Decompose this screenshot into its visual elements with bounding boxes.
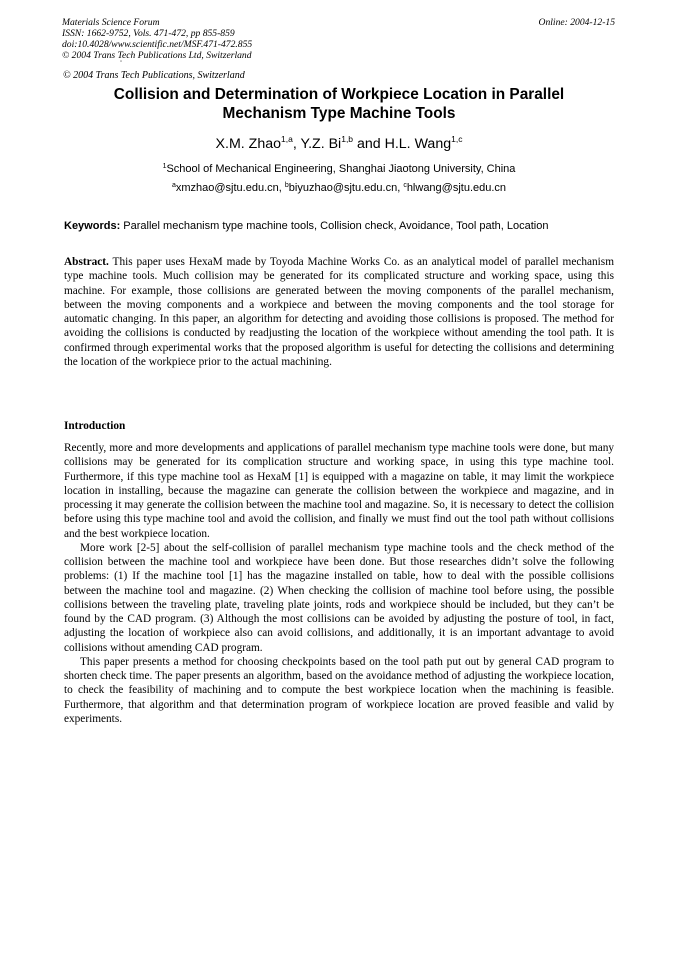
- author-list: [0, 135, 678, 153]
- paragraph: Recently, more and more developments and applications of parallel mechanism type machine tools were done, but many collisions may be generated for its complication structure and working space, in using this type machine tool. Furthermore, if this type machine tool as HexaM [1] is equipped with a magazine on table, it may limit the workpiece location in installing, because the magazine can generate the collision between the workpiece and magazine, and in processing it may generate the collision between the machine tool and magazine. So, it is necessary to detect the collision before using this type machine tool and avoid the collision, and finally we must find out the tool path without collisions and the best workpiece location.: [64, 442, 614, 540]
- header-tick-mark: ˇ: [120, 61, 122, 67]
- author-separator: ,: [292, 136, 301, 152]
- author-1: X.M. Zhao: [215, 136, 281, 152]
- email-a-mark: a: [171, 182, 176, 189]
- email-b-mark: b: [284, 182, 289, 189]
- journal-name: Materials Science Forum: [62, 17, 160, 28]
- keywords: [64, 219, 616, 233]
- author-2: Y.Z. Bi: [300, 136, 342, 152]
- affiliation: [0, 162, 678, 176]
- email-b[interactable]: biyuzhao@sjtu.edu.cn: [288, 182, 398, 194]
- section-heading-introduction: Introduction: [64, 420, 126, 432]
- email-a[interactable]: xmzhao@sjtu.edu.cn: [175, 182, 279, 194]
- author-3-affil: 1,c: [451, 134, 463, 144]
- doi-line: doi:10.4028/www.scientific.net/MSF.471-472.855: [62, 39, 253, 50]
- email-separator: ,: [278, 182, 285, 194]
- author-3: H.L. Wang: [384, 136, 452, 152]
- abstract-text: This paper uses HexaM made by Toyoda Machine Works Co. as an analytical model of parallel mechanism type machine tools. Much collision may be generated for its complicated structure and working space, using this machine. For example, those collisions are generated between the moving components of the parallel mechanism, between the moving components and a workpiece and between the moving components and the tool storage for automatic changing. In this paper, an algorithm for detecting and avoiding those collisions is proposed. The method for avoiding the collisions is conducted by readjusting the location of the workpiece without amending the tool path. It is confirmed through experimental works that the proposed algorithm is useful for detecting the collisions and determining the location of the workpiece prior to the actual machining.: [64, 256, 614, 368]
- paper-title-line-2: Mechanism Type Machine Tools: [222, 105, 456, 122]
- email-c[interactable]: hlwang@sjtu.edu.cn: [406, 182, 507, 194]
- author-2-affil: 1,b: [341, 134, 354, 144]
- affiliation-number: 1: [162, 163, 167, 170]
- email-c-mark: c: [403, 182, 407, 189]
- issn-line: ISSN: 1662-9752, Vols. 471-472, pp 855-859: [62, 28, 235, 39]
- copyright-line: © 2004 Trans Tech Publications Ltd, Switzerland: [62, 50, 252, 61]
- affiliation-text: School of Mechanical Engineering, Shanghai Jiaotong University, China: [166, 163, 516, 175]
- email-list: [0, 181, 678, 195]
- keywords-text: Parallel mechanism type machine tools, Collision check, Avoidance, Tool path, Location: [120, 220, 549, 232]
- keywords-label: Keywords:: [64, 220, 121, 232]
- abstract-label: Abstract.: [64, 256, 109, 268]
- paper-title-line-1: Collision and Determination of Workpiece Location in Parallel: [113, 86, 565, 103]
- introduction-body: [64, 441, 614, 726]
- email-separator: ,: [397, 182, 404, 194]
- author-1-affil: 1,a: [281, 134, 293, 144]
- paragraph: More work [2-5] about the self-collision of parallel mechanism type machine tools and the check method of the collision between the machine tool and workpiece have been done. But those researches didn’t solve the following problems: (1) If the machine tool [1] has the magazine installed on table, how to deal with the possible collisions between the machine tool and magazine. (2) When checking the collision of machine tool before using, the possible collisions between the traveling plate, traveling plate joints, rods and workpiece should be included, but they can’t be found by the CAD program. (3) Although the most collisions can be avoided by adjusting the posture of tool, in fact, adjusting the location of workpiece also can avoid collisions, and additionally, it is an important advantage to avoid collisions without amending CAD program.: [64, 541, 614, 654]
- paragraph: This paper presents a method for choosing checkpoints based on the tool path put out by general CAD program to shorten check time. The paper presents an algorithm, based on the avoidance method of adjusting the workpiece location, to check the feasibility of machining and to compute the best workpiece location when the machining is feasible. Furthermore, that algorithm and that determination program of workpiece location are proved feasible and valid by experiments.: [64, 655, 614, 725]
- online-date: Online: 2004-12-15: [538, 17, 615, 28]
- author-separator: and: [353, 136, 385, 152]
- abstract: [64, 255, 614, 369]
- original-copyright: © 2004 Trans Tech Publications, Switzerland: [63, 70, 245, 81]
